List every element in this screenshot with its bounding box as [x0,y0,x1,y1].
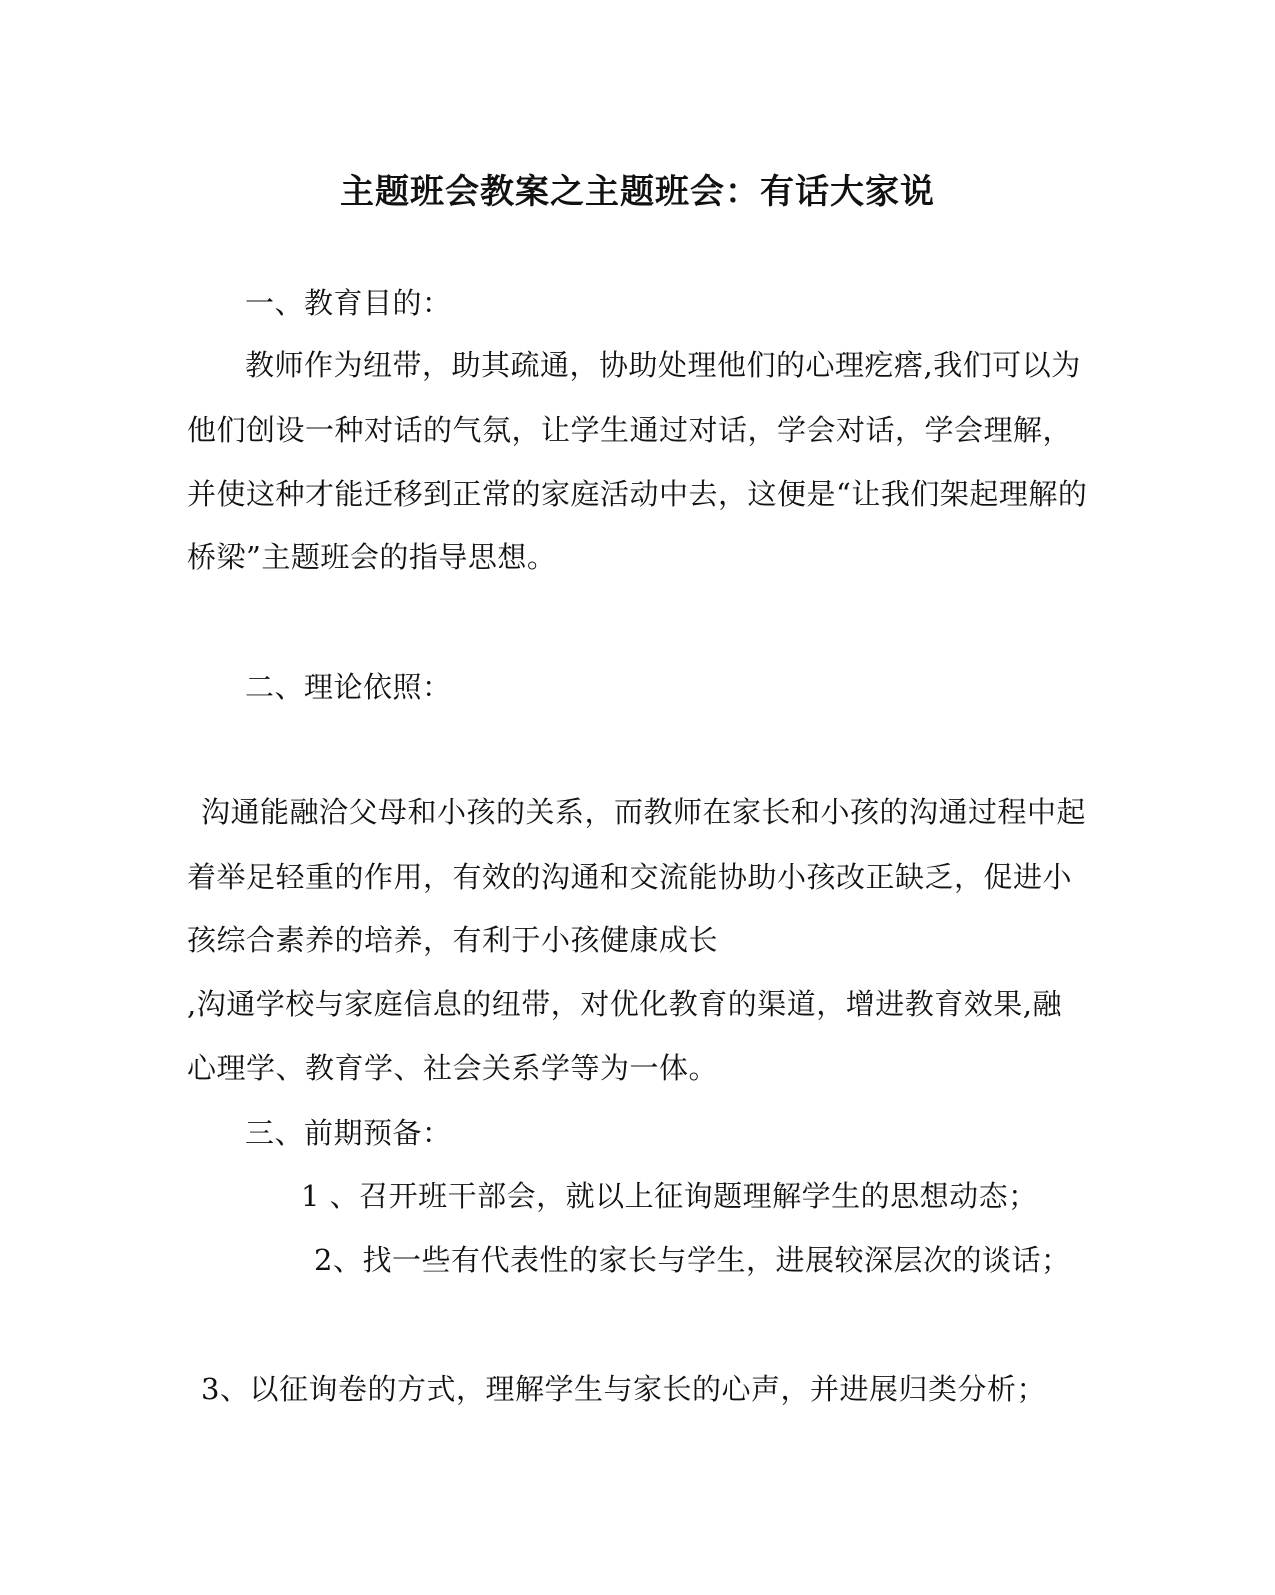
section-3-item: 1 、召开班干部会，就以上征询题理解学生的思想动态； [301,1179,1038,1213]
section-1-line: 桥梁”主题班会的指导思想。 [187,540,557,574]
section-2-line: 沟通能融洽父母和小孩的关系，而教师在家长和小孩的沟通过程中起 [201,795,1087,829]
section-2-line: 着举足轻重的作用，有效的沟通和交流能协助小孩改正缺乏，促进小 [187,860,1073,894]
section-1-line: 教师作为纽带，助其疏通，协助处理他们的心理疙瘩,我们可以为 [245,348,1081,382]
section-1-line: 他们创设一种对话的气氛，让学生通过对话，学会对话，学会理解， [187,413,1073,447]
section-1-heading: 一、教育目的： [245,286,452,320]
section-3-item: 2、找一些有代表性的家长与学生，进展较深层次的谈话； [314,1243,1071,1277]
document-title: 主题班会教案之主题班会：有话大家说 [340,172,935,212]
section-1-line: 并使这种才能迁移到正常的家庭活动中去，这便是“让我们架起理解的 [187,477,1088,511]
section-2-heading: 二、理论依照： [245,670,452,704]
section-2-line: ,沟通学校与家庭信息的纽带，对优化教育的渠道，增进教育效果,融 [187,987,1062,1021]
section-2-line: 孩综合素养的培养，有利于小孩健康成长 [187,923,719,957]
section-3-heading: 三、前期预备： [245,1116,452,1150]
section-2-line: 心理学、教育学、社会关系学等为一体。 [187,1051,719,1085]
section-3-item: 3、以征询卷的方式，理解学生与家长的心声，并进展归类分析； [201,1372,1046,1406]
